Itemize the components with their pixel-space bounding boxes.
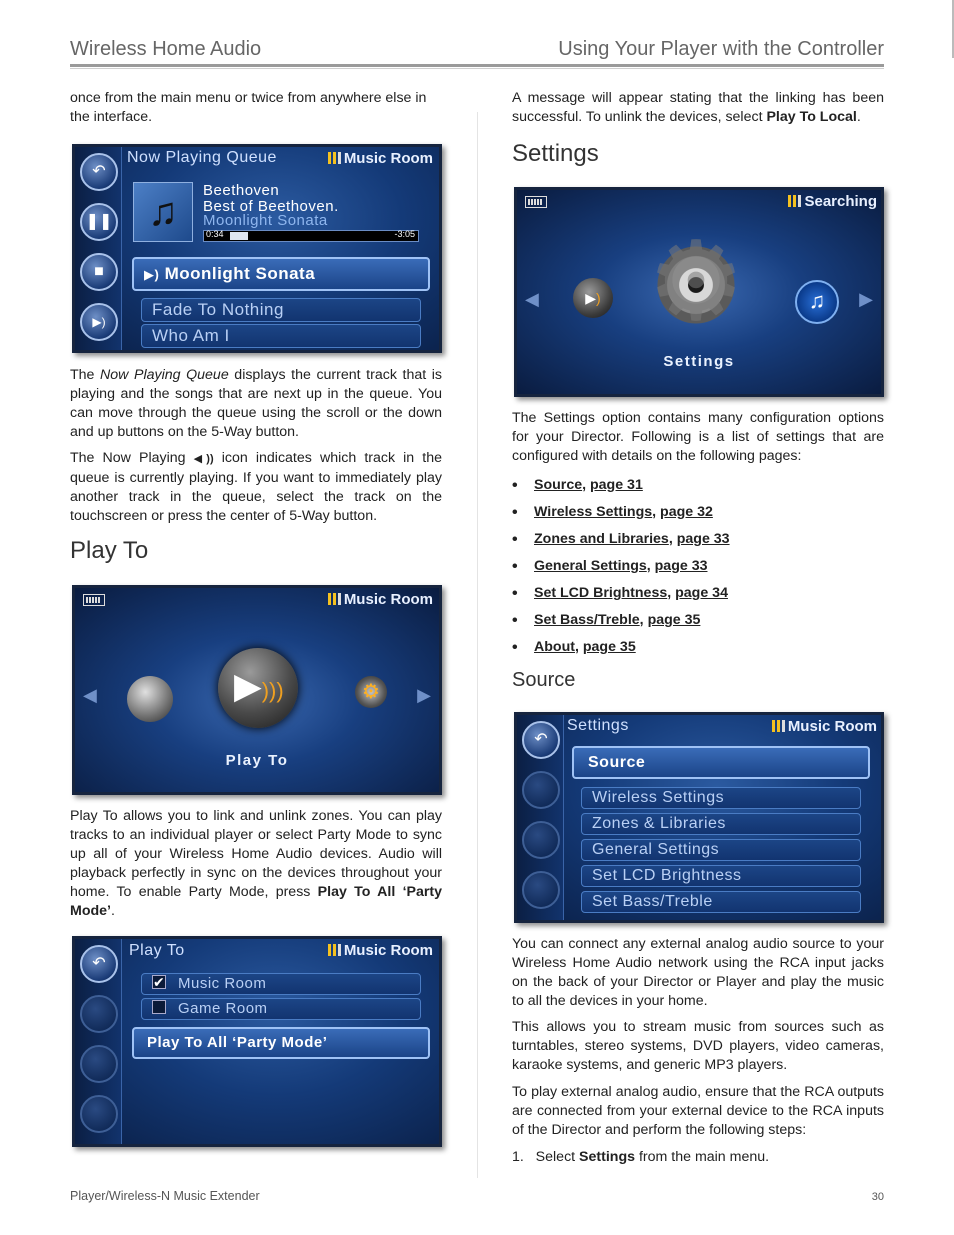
list-item: • Wireless Settings, page 32 [512, 503, 884, 530]
stop-button[interactable] [80, 253, 118, 291]
track-album: Best of Beethoven. [203, 198, 339, 215]
status-text: Searching [804, 193, 877, 210]
menu-label: Settings [663, 353, 735, 370]
queue-item[interactable]: Fade To Nothing [141, 298, 421, 322]
now-playing-icon: ▶) [144, 267, 160, 282]
list-item: • Zones and Libraries, page 33 [512, 530, 884, 557]
elapsed-time: 0:34 [206, 229, 224, 239]
side-button-3[interactable] [522, 821, 560, 859]
checkbox-checked[interactable] [152, 975, 166, 989]
list-item: • Source, page 31 [512, 476, 884, 503]
list-item: • General Settings, page 33 [512, 557, 884, 584]
settings-item-zones[interactable]: Zones & Libraries [581, 813, 861, 835]
settings-description: The Settings option contains many configuration options for your Director. Following is a list of settings that are configured with details on the following pages: [512, 410, 884, 464]
page-link[interactable]: page 33 [654, 558, 708, 574]
back-arrow-icon: ↶ [92, 163, 106, 180]
back-arrow-icon: ↶ [534, 731, 548, 748]
queue-item[interactable]: Who Am I [141, 324, 421, 348]
queue-item-current[interactable] [132, 257, 430, 291]
back-button[interactable] [522, 721, 560, 759]
pause-icon: ❚❚ [85, 213, 113, 230]
list-item: • Set Bass/Treble, page 35 [512, 611, 884, 638]
source-paragraph-2: This allows you to stream music from sources such as turntables, stereo systems, DVD players, video cameras, karaoke systems, and generic MP3 players. [512, 1019, 884, 1073]
speaker-icon: ▶) [92, 315, 106, 329]
play-to-all-party-mode-button[interactable]: Play To All ‘Party Mode’ [132, 1027, 430, 1059]
room-name: Music Room [343, 150, 433, 167]
room-name: Music Room [343, 942, 433, 959]
play-to-list-screen [72, 936, 442, 1147]
now-playing-button[interactable] [80, 303, 118, 341]
side-button-4[interactable] [80, 1095, 118, 1133]
set-lcd-brightness-link[interactable]: Set LCD Brightness [534, 585, 668, 601]
settings-menu-screen [514, 187, 884, 397]
side-button-rail [75, 939, 122, 1144]
screen-title: Play To [129, 942, 185, 959]
left-intro-paragraph: once from the main menu or twice from anywhere else in the interface. [70, 90, 427, 125]
running-header-left: Wireless Home Audio [70, 38, 262, 60]
side-button-rail [517, 715, 564, 920]
set-bass-treble-link[interactable]: Set Bass/Treble [534, 612, 640, 628]
gear-teeth: ⚙ [646, 220, 746, 343]
step-1: 1. Select Settings from the main menu. [512, 1149, 770, 1165]
screen-title: Now Playing Queue [127, 149, 277, 166]
side-button-3[interactable] [80, 1045, 118, 1083]
source-settings-screen [514, 712, 884, 923]
list-item: • Set LCD Brightness, page 34 [512, 584, 884, 611]
source-link[interactable]: Source [534, 477, 583, 493]
zone-item-music-room[interactable]: ✔Music Room [141, 973, 421, 995]
page-number: 30 [871, 1191, 884, 1203]
wireless-settings-link[interactable]: Wireless Settings [534, 504, 653, 520]
settings-item-general[interactable]: General Settings [581, 839, 861, 861]
back-arrow-icon: ↶ [92, 955, 106, 972]
progress-fill [230, 232, 248, 240]
settings-gear-icon[interactable] [646, 220, 746, 343]
right-intro-paragraph: A message will appear stating that the linking has been successful. To unlink the devices, select Play To Local. [512, 90, 884, 125]
settings-heading: Settings [512, 140, 599, 167]
page-link[interactable]: page 35 [647, 612, 701, 628]
page-link[interactable]: page 35 [582, 639, 636, 655]
side-button-2[interactable] [522, 771, 560, 809]
play-to-description: Play To allows you to link and unlink zones. You can play tracks to an individual player or select Party Mode to sync up all of your Wireless Home Audio devices. Audio will playback perfectly in sync on the devices throughout your home. To enable Party Mode, press Play To All ‘Party Mode’. [70, 808, 443, 919]
settings-item-source[interactable]: Source [572, 746, 870, 779]
settings-gear-icon[interactable]: ⚙ [355, 676, 387, 708]
current-track-label: Moonlight Sonata [164, 264, 316, 283]
room-name: Music Room [787, 718, 877, 735]
zones-and-libraries-link[interactable]: Zones and Libraries [534, 531, 669, 547]
play-to-menu-screen [72, 585, 442, 795]
play-to-icon[interactable]: ▶) [573, 278, 613, 318]
play-to-heading: Play To [70, 537, 149, 564]
source-paragraph-3: To play external analog audio, ensure that the RCA outputs are connected from your external device to the RCA inputs of the Director and perform the following steps: [512, 1084, 884, 1138]
page-link[interactable]: page 34 [675, 585, 728, 601]
source-paragraph-1: You can connect any external analog audio source to your Wireless Home Audio network using the RCA input jacks on the back of your Director or Player and play the music to all the devices in your home. [512, 936, 884, 1009]
settings-item-wireless[interactable]: Wireless Settings [581, 787, 861, 809]
room-name: Music Room [343, 591, 433, 608]
room-indicator [328, 150, 433, 167]
page-link[interactable]: page 33 [676, 531, 730, 547]
track-artist: Beethoven [203, 182, 280, 199]
npq-description: The Now Playing Queue displays the current track that is playing and the songs that are next up in the queue. You can move through the queue using the scroll or the down and up buttons on the 5-Way button. [70, 367, 442, 440]
battery-icon [525, 196, 547, 208]
about-link[interactable]: About [534, 639, 575, 655]
settings-link-list [512, 476, 884, 665]
signal-icon [328, 944, 341, 956]
progress-bar [203, 230, 419, 242]
right-arrow-icon[interactable]: ▶ [417, 685, 431, 705]
list-item: • About, page 35 [512, 638, 884, 665]
settings-item-lcd-brightness[interactable]: Set LCD Brightness [581, 865, 861, 887]
now-playing-icon-description: The Now Playing ◀)) icon indicates which track in the queue is currently playing. If you want to immediately play another track in the queue, select the track on the touchscreen or press the center of 5-Way button. [70, 450, 443, 524]
checkbox-unchecked[interactable] [152, 1000, 166, 1014]
signal-icon [328, 152, 341, 164]
column-divider [477, 112, 478, 1178]
zone-item-game-room[interactable]: Game Room [141, 998, 421, 1020]
signal-icon [328, 593, 341, 605]
room-indicator [772, 718, 877, 735]
track-title: Moonlight Sonata [203, 212, 328, 229]
source-heading: Source [512, 669, 576, 691]
status-indicator [788, 193, 877, 210]
page-link[interactable]: page 31 [590, 477, 643, 493]
signal-icon [772, 720, 785, 732]
pause-button[interactable] [80, 203, 118, 241]
remaining-time: -3:05 [394, 229, 415, 239]
side-button-rail [75, 147, 122, 350]
music-note-icon: ♫ [148, 190, 178, 234]
footer-product-name: Player/Wireless-N Music Extender [70, 1189, 260, 1203]
page-link[interactable]: page 32 [660, 504, 713, 520]
header-rule-thin [70, 68, 884, 69]
menu-label: Play To [225, 752, 289, 769]
side-button-2[interactable] [80, 995, 118, 1033]
play-triangle-icon: ▶))) [234, 665, 284, 706]
header-rule [70, 64, 884, 67]
left-arrow-icon[interactable]: ◀ [83, 685, 97, 705]
back-button[interactable] [80, 945, 118, 983]
room-indicator [328, 591, 433, 608]
general-settings-link[interactable]: General Settings [534, 558, 647, 574]
album-art [133, 182, 193, 242]
side-button-4[interactable] [522, 871, 560, 909]
now-playing-queue-screen [72, 144, 442, 353]
music-library-icon[interactable]: ♫ [795, 280, 839, 324]
signal-icon [788, 195, 801, 207]
running-header-right: Using Your Player with the Controller [558, 38, 884, 60]
right-arrow-icon[interactable]: ▶ [859, 289, 873, 309]
room-indicator [328, 942, 433, 959]
play-to-icon[interactable] [218, 648, 298, 728]
stop-icon: ■ [94, 263, 104, 280]
battery-icon [83, 594, 105, 606]
inline-speaker-icon: ◀)) [193, 453, 214, 465]
music-library-icon[interactable] [127, 676, 173, 722]
step-number: 1. [512, 1149, 524, 1165]
back-button[interactable] [80, 153, 118, 191]
screen-title: Settings [567, 717, 629, 734]
left-arrow-icon[interactable]: ◀ [525, 289, 539, 309]
settings-item-bass-treble[interactable]: Set Bass/Treble [581, 891, 861, 913]
